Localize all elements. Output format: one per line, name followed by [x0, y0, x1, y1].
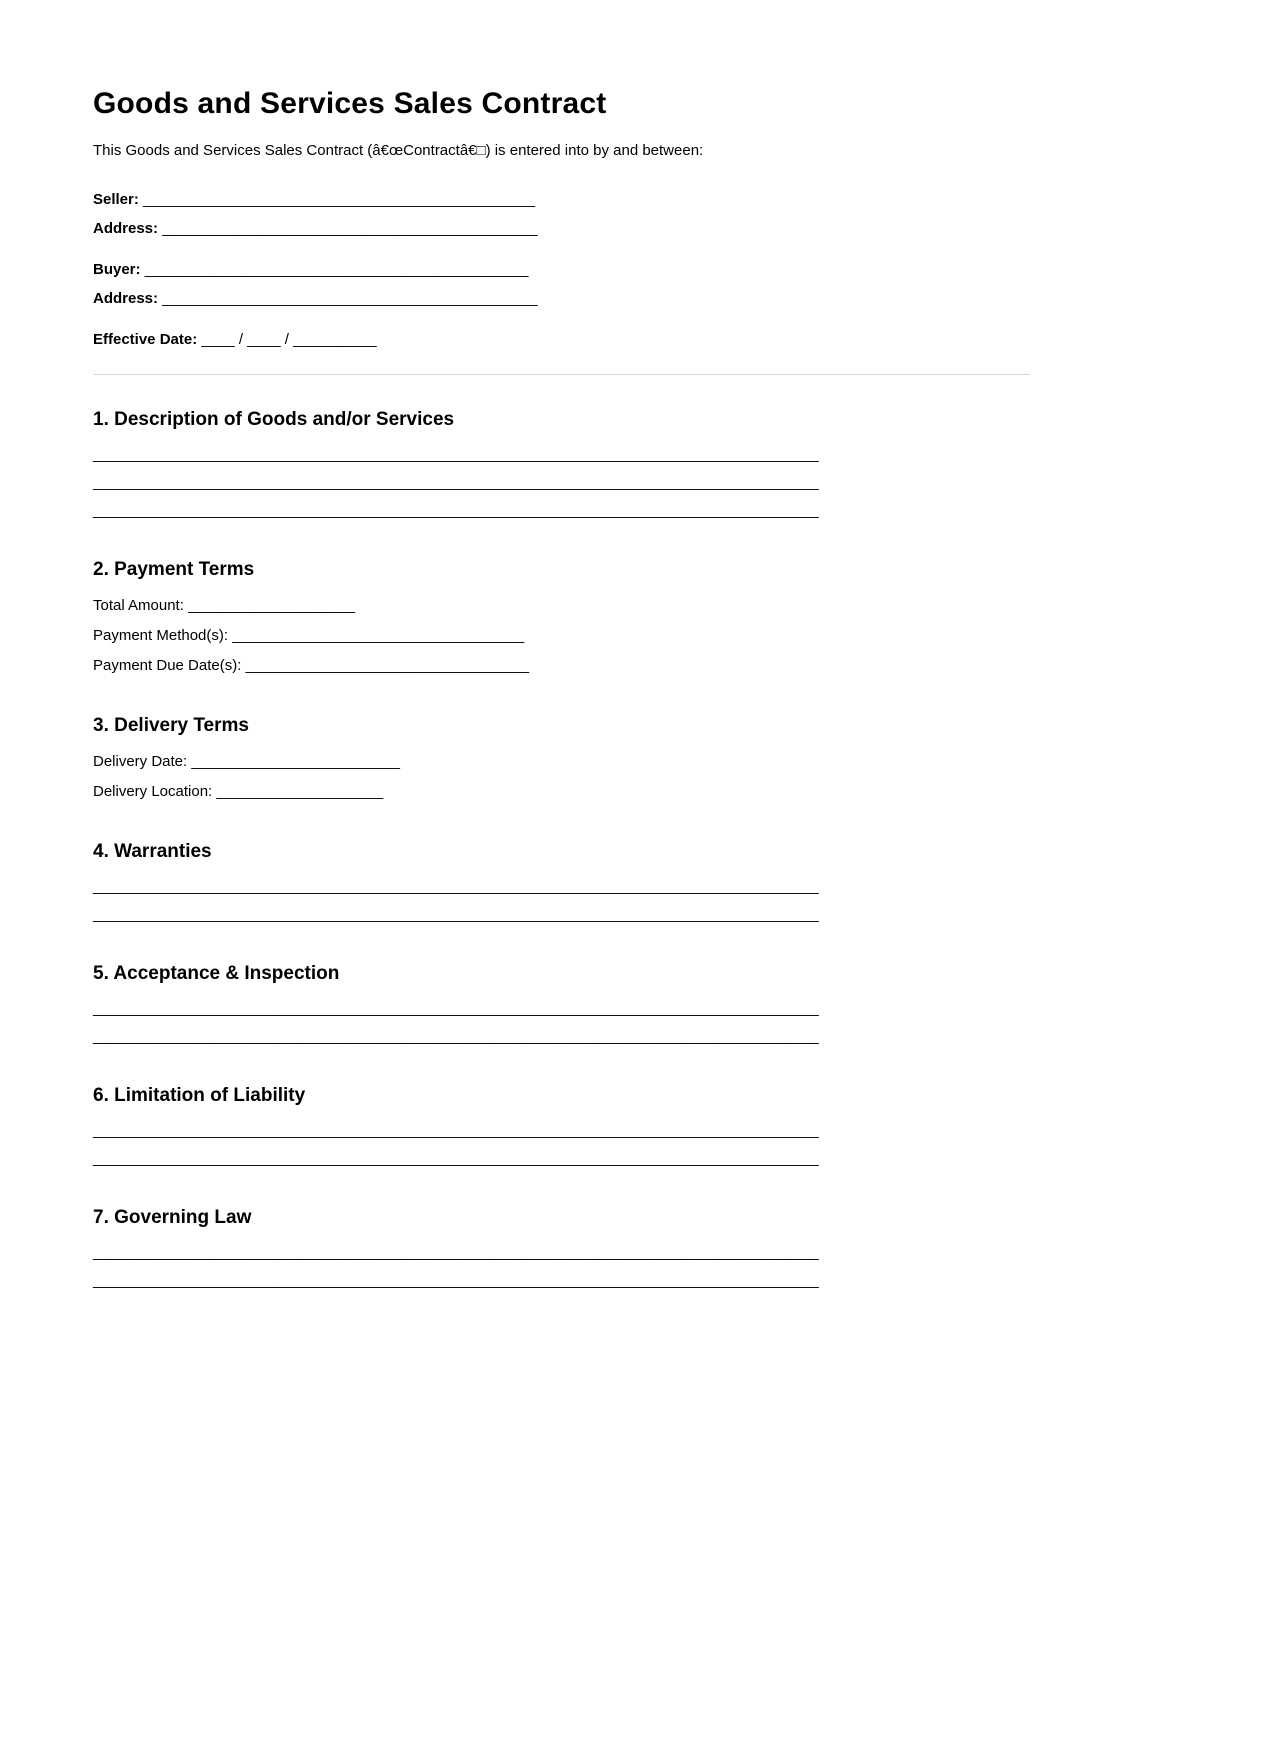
payment-method-row: [93, 621, 1030, 651]
payment-due-date-blank-line: __________________________________: [245, 657, 530, 674]
section-heading: 3. Delivery Terms: [93, 715, 249, 736]
seller-address-label: Address:: [93, 220, 159, 237]
effective-date-label: Effective Date:: [93, 331, 198, 348]
blank-line: _______________________________________________________________________________________: [93, 906, 819, 923]
delivery-location-blank-line: ____________________: [216, 783, 384, 800]
blank-line: _______________________________________________________________________________________: [93, 878, 819, 895]
section-delivery-terms: [93, 714, 1030, 807]
section-acceptance-inspection: [93, 962, 1030, 1051]
buyer-address-blank-line: _____________________________________________: [162, 290, 538, 307]
blank-line: _______________________________________________________________________________________: [93, 1122, 819, 1139]
seller-blank-line: _______________________________________________: [143, 191, 536, 208]
payment-method-label: Payment Method(s):: [93, 627, 229, 644]
blank-line: _______________________________________________________________________________________: [93, 474, 819, 491]
delivery-location-label: Delivery Location:: [93, 783, 213, 800]
buyer-address-label: Address:: [93, 290, 159, 307]
page-title: Goods and Services Sales Contract: [93, 87, 607, 120]
section-divider: [93, 374, 1030, 375]
delivery-location-row: [93, 777, 1030, 807]
section-heading: 1. Description of Goods and/or Services: [93, 409, 455, 430]
seller-row: [93, 185, 1030, 214]
blank-line: _______________________________________________________________________________________: [93, 1150, 819, 1167]
delivery-date-label: Delivery Date:: [93, 753, 188, 770]
total-amount-row: [93, 591, 1030, 621]
delivery-date-row: [93, 747, 1030, 777]
buyer-blank-line: ______________________________________________: [144, 261, 529, 278]
payment-method-blank-line: ___________________________________: [232, 627, 525, 644]
intro-text: This Goods and Services Sales Contract (â€œContractâ€□) is entered into by and between:: [93, 142, 704, 159]
delivery-date-blank-line: _________________________: [191, 753, 400, 770]
section-limitation-of-liability: [93, 1084, 1030, 1173]
seller-address-blank-line: _____________________________________________: [162, 220, 538, 237]
effective-date-row: [93, 325, 1030, 354]
blank-lines: [93, 1117, 1030, 1173]
delivery-fields: [93, 747, 1030, 807]
blank-line: _______________________________________________________________________________________: [93, 502, 819, 519]
section-heading: 6. Limitation of Liability: [93, 1085, 306, 1106]
blank-line: _______________________________________________________________________________________: [93, 1000, 819, 1017]
buyer-row: [93, 255, 1030, 284]
section-heading: 2. Payment Terms: [93, 559, 255, 580]
total-amount-label: Total Amount:: [93, 597, 184, 614]
effective-date-blank-line: ____ / ____ / __________: [201, 331, 377, 348]
section-description: [93, 408, 1030, 525]
buyer-block: [93, 255, 1030, 313]
section-warranties: [93, 840, 1030, 929]
buyer-address-row: [93, 284, 1030, 313]
blank-line: _______________________________________________________________________________________: [93, 446, 819, 463]
section-heading: 5. Acceptance & Inspection: [93, 963, 340, 984]
total-amount-blank-line: ____________________: [188, 597, 355, 614]
blank-lines: [93, 995, 1030, 1051]
buyer-label: Buyer:: [93, 261, 141, 278]
payment-due-date-label: Payment Due Date(s):: [93, 657, 242, 674]
payment-fields: [93, 591, 1030, 681]
seller-block: [93, 185, 1030, 243]
seller-address-row: [93, 214, 1030, 243]
blank-lines: [93, 1239, 1030, 1295]
blank-line: _______________________________________________________________________________________: [93, 1028, 819, 1045]
seller-label: Seller:: [93, 191, 139, 208]
section-governing-law: [93, 1206, 1030, 1295]
section-heading: 4. Warranties: [93, 841, 212, 862]
payment-due-date-row: [93, 651, 1030, 681]
section-payment-terms: [93, 558, 1030, 681]
blank-lines: [93, 441, 1030, 525]
blank-line: _______________________________________________________________________________________: [93, 1272, 819, 1289]
blank-line: _______________________________________________________________________________________: [93, 1244, 819, 1261]
section-heading: 7. Governing Law: [93, 1207, 252, 1228]
blank-lines: [93, 873, 1030, 929]
